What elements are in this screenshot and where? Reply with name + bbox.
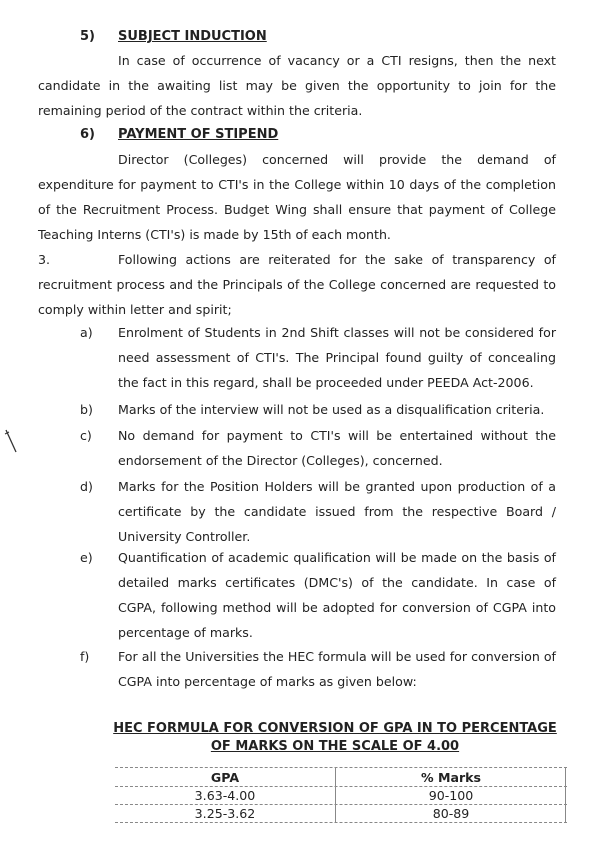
- table-title-line-2: OF MARKS ON THE SCALE OF 4.00: [210, 739, 460, 754]
- list-item-label: b): [80, 402, 93, 417]
- para-3-number: 3.: [38, 252, 51, 267]
- table-title-line-1: HEC FORMULA FOR CONVERSION OF GPA IN TO PERCENTAGE: [113, 721, 557, 736]
- gpa-conversion-table: [115, 766, 567, 826]
- list-item-text: Marks of the interview will not be used as a disqualification criteria.: [118, 402, 545, 417]
- section-6-title: PAYMENT OF STIPEND: [118, 127, 279, 142]
- table-top-rule: [115, 767, 567, 768]
- list-item-label: c): [80, 428, 92, 443]
- section-5-title: SUBJECT INDUCTION: [118, 29, 267, 44]
- section-6-text: Director (Colleges) concerned will provide the demand of expenditure for payment to CTI's in the College within 10 days of the completion of the Recruitment Process. Budget Wing shall ensure that payment of College Teaching Interns (CTI's) is made by 15th of each month.: [38, 152, 556, 242]
- table-bottom-rule: [115, 822, 567, 823]
- para-3-text: Following actions are reiterated for the sake of transparency of recruitment process and the Principals of the College concerned are requested to comply within letter and spirit;: [38, 252, 556, 317]
- list-item-text: No demand for payment to CTI's will be entertained without the endorsement of the Director (Colleges), concerned.: [118, 428, 556, 468]
- section-6-body: [38, 147, 556, 247]
- margin-tick-mark: [4, 428, 18, 456]
- section-6-heading: [80, 127, 380, 145]
- section-5-text: In case of occurrence of vacancy or a CTI resigns, then the next candidate in the awaiting list may be given the opportunity to join for the remaining period of the contract within the criteria.: [38, 53, 556, 118]
- table-cell-gpa: 3.63-4.00: [194, 788, 256, 803]
- table-row-rule: [115, 804, 567, 805]
- section-5-heading: [80, 29, 380, 47]
- list-item-label: d): [80, 479, 93, 494]
- list-item-text: Quantification of academic qualification will be made on the basis of detailed marks certificates (DMC's) of the candidate. In case of CGPA, following method will be adopted for conversion of CGPA into percentage of marks.: [118, 550, 556, 640]
- list-item-text: Marks for the Position Holders will be granted upon production of a certificate by the candidate issued from the respective Board / University Controller.: [118, 479, 556, 544]
- table-header-marks: % Marks: [420, 770, 482, 785]
- list-item-text: Enrolment of Students in 2nd Shift classes will not be considered for need assessment of CTI's. The Principal found guilty of concealing the fact in this regard, shall be proceeded under PEEDA Act-2006.: [118, 325, 556, 390]
- section-5-number: 5): [80, 29, 95, 44]
- section-5-body: [38, 48, 556, 123]
- list-item-label: a): [80, 325, 93, 340]
- para-3-body: [38, 247, 556, 322]
- table-cell-gpa: 3.25-3.62: [194, 806, 256, 821]
- table-header-gpa: GPA: [210, 770, 240, 785]
- table-header-rule: [115, 786, 567, 787]
- table-right-border: [565, 768, 566, 822]
- table-cell-marks: 90-100: [428, 788, 474, 803]
- list-item-label: f): [80, 649, 90, 664]
- table-center-divider: [335, 768, 336, 822]
- list-item-label: e): [80, 550, 93, 565]
- section-6-number: 6): [80, 127, 95, 142]
- table-cell-marks: 80-89: [432, 806, 470, 821]
- list-item-text: For all the Universities the HEC formula will be used for conversion of CGPA into percentage of marks as given below:: [118, 649, 556, 689]
